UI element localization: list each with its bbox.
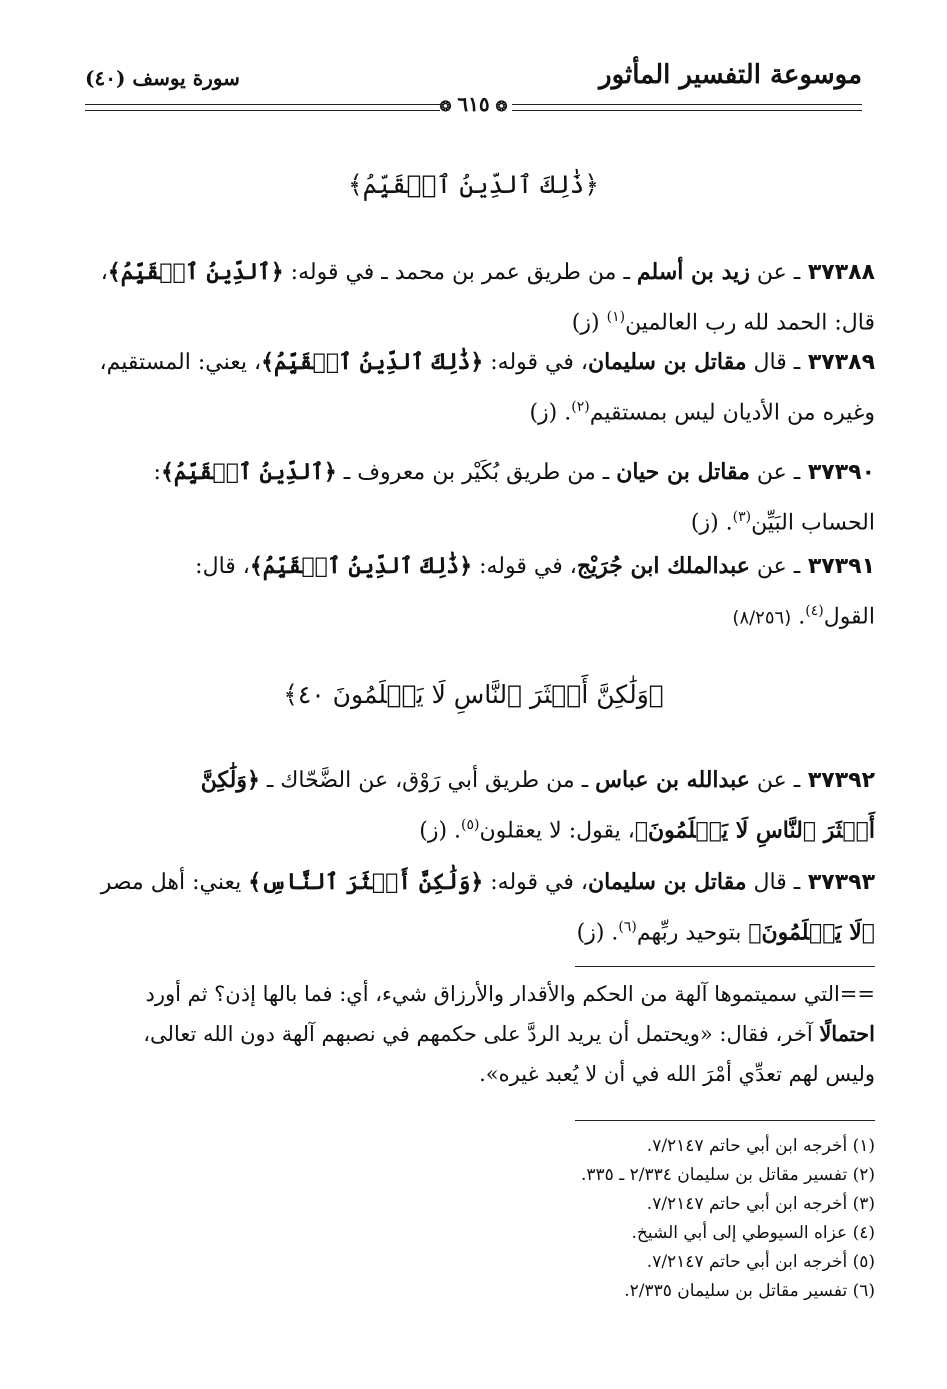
entry-line — [67, 295, 875, 345]
entry-line — [67, 450, 875, 495]
entry-line — [67, 758, 875, 803]
continuation-text: آخر، فقال: «ويحتمل أن يريد الردَّ على حكمهم في نصبهم آلهة دون الله تعالى، — [143, 1022, 820, 1046]
page-number-block — [0, 92, 947, 116]
entry-text: ، في قوله: — [483, 350, 589, 375]
entry-text: . (ز) — [419, 818, 462, 844]
entry-emphasis: عبدالملك ابن جُرَيْج — [576, 553, 750, 579]
entry-37393 — [67, 860, 875, 955]
entry-text: ، في قوله: — [483, 870, 589, 895]
entry-text: ـ عن — [749, 460, 801, 485]
entry-text: وغيره من الأديان ليس بمستقيم — [589, 400, 875, 426]
footnote-6: (٦) تفسير مقاتل بن سليمان ٢/٣٣٥. — [624, 1281, 875, 1301]
entry-text: . (ز) — [690, 510, 733, 536]
page-number: ٦١٥ — [457, 92, 490, 116]
entry-emphasis: مقاتل بن سليمان — [588, 349, 747, 375]
entry-text: ، قال: — [195, 554, 250, 579]
entry-text: ـ قال — [746, 350, 801, 375]
entry-line — [67, 385, 875, 435]
footnote-marker: (٥) — [461, 817, 480, 833]
surah-label: سورة يوسف (٤٠) — [85, 66, 240, 90]
verse-heading-2: ﴿وَلَٰكِنَّ أَكۡثَرَ ٱلنَّاسِ لَا يَعۡلَمُونَ ٤٠﴾ — [283, 680, 664, 709]
entry-number: ٣٧٣٩١ — [800, 554, 875, 579]
continuation-line-2 — [67, 1014, 875, 1054]
entry-emphasis: ﴿ذَٰلِكَ ٱلدِّينُ ٱلۡقَيِّمُ﴾ — [249, 553, 473, 579]
entry-37389 — [67, 340, 875, 435]
footnote-separator-2 — [575, 1120, 875, 1121]
footnote-4: (٤) عزاه السيوطي إلى أبي الشيخ. — [631, 1223, 875, 1243]
entry-line — [67, 495, 875, 545]
entry-number: ٣٧٣٩٠ — [800, 460, 875, 485]
entry-emphasis: ﴿وَلَٰكِنَّ أَكۡثَرَ ٱلنَّاسِ﴾ — [248, 869, 484, 895]
entry-emphasis: زيد بن أسلم — [636, 259, 750, 285]
entry-emphasis: ﴿ذَٰلِكَ ٱلدِّينُ ٱلۡقَيِّمُ﴾ — [261, 349, 484, 375]
footnotes — [475, 1132, 875, 1306]
entry-text: ـ قال — [746, 870, 801, 895]
entry-text: القول — [823, 604, 875, 630]
entry-text: ـ عن — [749, 554, 801, 579]
entry-text: يعني: أهل مصر — [100, 870, 249, 895]
entry-text: . (ز) — [529, 400, 572, 426]
entry-line — [67, 860, 875, 905]
entry-emphasis: ﴿ٱلدِّينُ ٱلۡقَيِّمُ﴾ — [160, 459, 337, 485]
footnote-3: (٣) أخرجه ابن أبي حاتم ٧/٢١٤٧. — [646, 1194, 875, 1214]
entry-number: ٣٧٣٨٩ — [800, 350, 875, 375]
entry-37392 — [67, 758, 875, 853]
entry-emphasis: ﴿ٱلدِّينُ ٱلۡقَيِّمُ﴾ — [107, 259, 284, 285]
entry-text: بتوحيد ربِّهم — [636, 920, 749, 946]
entry-text: ـ من طريق عمر بن محمد ـ في قوله: — [283, 260, 637, 285]
entry-emphasis: ﴿وَلَٰكِنَّ — [200, 767, 260, 793]
entry-line — [67, 340, 875, 385]
entry-emphasis: أَكۡثَرَ ٱلنَّاسِ لَا يَعۡلَمُونَ﴾ — [634, 817, 875, 844]
entry-text: ـ عن — [749, 768, 801, 793]
entry-line — [67, 544, 875, 589]
entry-emphasis: مقاتل بن سليمان — [588, 869, 747, 895]
entry-37390 — [67, 450, 875, 545]
footnote-marker: (١) — [606, 309, 626, 325]
footnote-1: (١) أخرجه ابن أبي حاتم ٧/٢١٤٧. — [646, 1136, 875, 1156]
footnote-marker: (٣) — [732, 509, 752, 525]
entry-37391 — [67, 544, 875, 640]
entry-text: ، يقول: لا يعقلون — [479, 818, 635, 844]
continuation-line-1: ==التي سميتموها آلهة من الحكم والأقدار والأرزاق شيء، أي: فما بالها إذن؟ ثم أورد — [145, 982, 875, 1006]
entry-text: قال: الحمد لله رب العالمين — [625, 310, 875, 336]
entry-text: ، — [100, 260, 108, 285]
entry-text: . (ز) — [576, 920, 619, 946]
footnote-5: (٥) أخرجه ابن أبي حاتم ٧/٢١٤٧. — [646, 1252, 875, 1272]
entry-number: ٣٧٣٩٢ — [800, 768, 875, 793]
entry-number: ٣٧٣٩٣ — [800, 870, 875, 895]
volume-reference: (٨/٢٥٦) — [732, 607, 792, 629]
entry-text: ـ من طريق بُكَيْر بن معروف ـ — [336, 460, 617, 485]
ornament-icon: ❂ — [439, 99, 452, 115]
ornament-icon: ❂ — [495, 99, 508, 115]
entry-line — [67, 250, 875, 295]
entry-text: ـ من طريق أبي رَوْق، عن الضَّحّاك ـ — [259, 768, 596, 793]
entry-line — [67, 803, 875, 853]
entry-text: : — [153, 460, 161, 485]
entry-text: (ز) — [571, 310, 607, 336]
verse-heading-1: ﴿ذَٰلِكَ ٱلدِّينُ ٱلۡقَيِّمُ﴾ — [348, 170, 599, 199]
footnote-marker: (٦) — [618, 919, 637, 935]
entry-text: ، في قوله: — [472, 554, 577, 579]
entry-line — [67, 589, 875, 640]
entry-37388 — [67, 250, 875, 345]
footnote-marker: (٤) — [805, 603, 824, 619]
book-title: موسوعة التفسير المأثور — [599, 60, 862, 90]
entry-text: الحساب البَيِّن — [751, 510, 875, 536]
entry-number: ٣٧٣٨٨ — [800, 260, 875, 285]
entry-text: ـ عن — [749, 260, 801, 285]
continuation-line-3: وليس لهم تعدِّي أمْرَ الله في أن لا يُعبد غيره». — [479, 1062, 875, 1086]
entry-emphasis: عبدالله بن عباس — [595, 767, 750, 793]
continuation-bold-word: احتمالًا — [819, 1021, 875, 1046]
entry-line — [67, 905, 875, 955]
entry-text: ، يعني: المستقيم، — [99, 350, 262, 375]
continuation-note — [67, 974, 875, 1094]
footnote-marker: (٢) — [571, 399, 590, 415]
entry-emphasis: ﴿لَا يَعۡلَمُونَ﴾ — [748, 919, 875, 946]
entry-text: . — [791, 604, 806, 630]
footnote-separator — [575, 966, 875, 967]
entry-emphasis: مقاتل بن حيان — [616, 459, 750, 485]
footnote-2: (٢) تفسير مقاتل بن سليمان ٢/٣٣٤ ـ ٣٣٥. — [581, 1165, 875, 1185]
